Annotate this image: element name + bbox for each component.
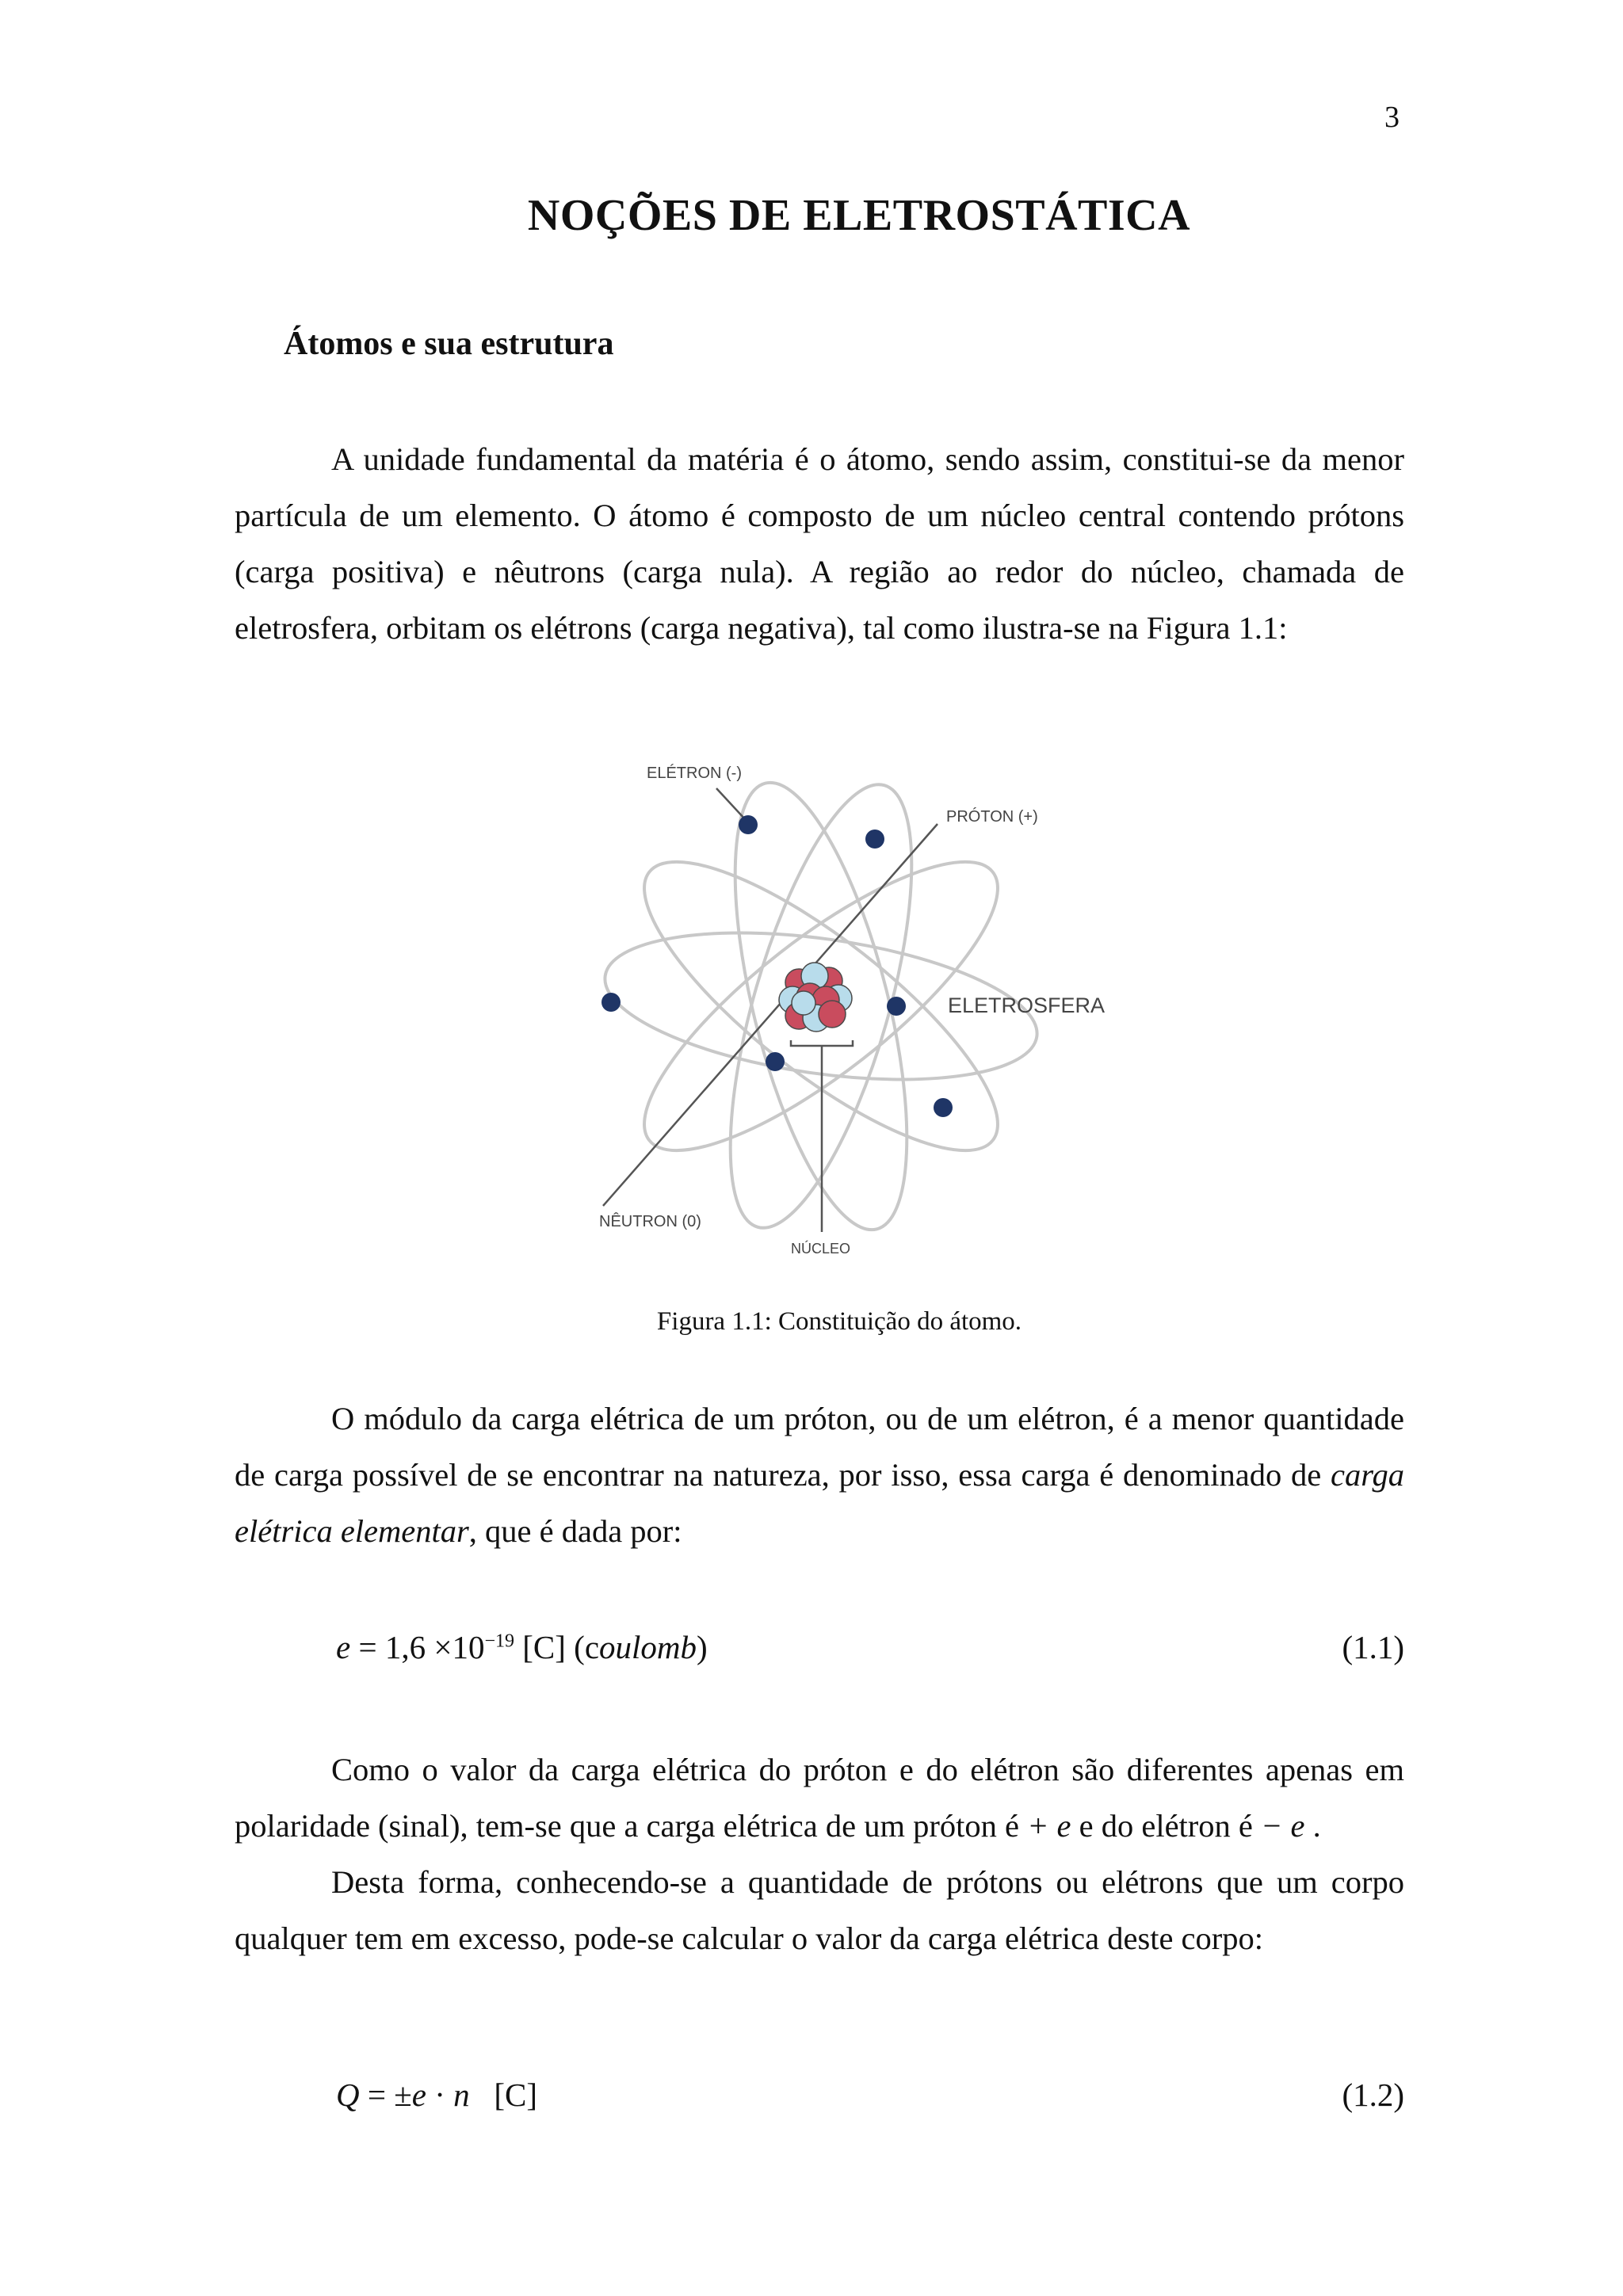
electron xyxy=(739,815,758,834)
eq2-n: n xyxy=(453,2077,470,2113)
atom-diagram xyxy=(591,745,1106,1283)
proton xyxy=(819,1001,846,1028)
eq1-exponent: −19 xyxy=(484,1630,514,1652)
paragraph-polarity xyxy=(235,1741,1404,1966)
paragraph-3-part: . xyxy=(1304,1808,1321,1844)
eq2-prefix: = ± xyxy=(359,2077,412,2113)
paragraph-3-text xyxy=(235,1741,1404,1854)
paragraph-elementary-charge xyxy=(235,1390,1404,1559)
electron xyxy=(887,997,906,1016)
nucleus-bracket xyxy=(791,1040,853,1046)
paragraph-3-part: Como o valor da carga elétrica do próton e do elétron são diferentes apenas em polaridade (sinal), tem-se que a carga elétrica de um próton é xyxy=(235,1752,1404,1844)
neutron xyxy=(792,991,815,1015)
electron xyxy=(865,830,884,849)
electron-pointer xyxy=(716,788,746,820)
equation-2-number: (1.2) xyxy=(1342,2077,1404,2113)
label-proton: PRÓTON (+) xyxy=(946,808,1038,826)
eq1-lhs: e xyxy=(336,1629,351,1665)
equation-1 xyxy=(336,1628,708,1666)
paragraph-atom-intro xyxy=(235,431,1404,656)
electron xyxy=(601,993,621,1012)
paragraph-3-part: e do elétron é xyxy=(1071,1808,1262,1844)
label-nucleus: NÚCLEO xyxy=(791,1241,851,1257)
label-neutron: NÊUTRON (0) xyxy=(599,1213,701,1230)
paragraph-4-text: Desta forma, conhecendo-se a quantidade de prótons ou elétrons que um corpo qualquer tem em excesso, pode-se calcular o valor da carga elétrica deste corpo: xyxy=(235,1864,1404,1956)
pointer-lines xyxy=(603,788,938,1232)
minus-e: − e xyxy=(1261,1808,1305,1844)
eq1-unit: [C] ( xyxy=(514,1629,585,1665)
paragraph-2-part: O módulo da carga elétrica de um próton, ou de um elétron, é a menor quantidade de carga possível de se encontrar na natureza, por isso, essa carga é denominado de xyxy=(235,1401,1404,1493)
nucleus xyxy=(779,963,852,1032)
paragraph-2-text xyxy=(235,1390,1404,1559)
paragraph-1-text: A unidade fundamental da matéria é o átomo, sendo assim, constitui-se da menor partícula de um elemento. O átomo é composto de um núcleo central contendo prótons (carga positiva) e nêutrons (carga nula). A região ao redor do núcleo, chamada de eletrosfera, orbitam os elétrons (carga negativa), tal como ilustra-se na Figura 1.1: xyxy=(235,441,1404,646)
eq1-value: = 1,6 ×10 xyxy=(350,1629,485,1665)
equation-2 xyxy=(336,2076,537,2114)
label-electron: ELÉTRON (-) xyxy=(647,765,742,782)
eq1-unit-c: c xyxy=(584,1629,600,1665)
eq1-close: ) xyxy=(697,1629,708,1665)
eq2-dot: · xyxy=(426,2077,454,2113)
eq1-unit-name: oulomb xyxy=(599,1629,697,1665)
italic-term: carga elétrica elementar xyxy=(235,1457,1404,1549)
electron xyxy=(766,1052,785,1071)
eq2-lhs: Q xyxy=(336,2077,360,2113)
section-heading: Átomos e sua estrutura xyxy=(284,326,614,362)
eq2-e: e xyxy=(411,2077,426,2113)
figure-caption: Figura 1.1: Constituição do átomo. xyxy=(656,1307,1022,1336)
electron xyxy=(934,1098,953,1117)
eq2-unit: [C] xyxy=(469,2077,537,2113)
atom-figure xyxy=(591,745,1106,1283)
paragraph-2-part: , que é dada por: xyxy=(468,1513,682,1549)
label-electrosphere: ELETROSFERA xyxy=(948,994,1106,1017)
plus-e: + e xyxy=(1027,1808,1071,1844)
page-number: 3 xyxy=(1384,101,1400,134)
page-title: NOÇÕES DE ELETROSTÁTICA xyxy=(527,191,1191,240)
equation-1-number: (1.1) xyxy=(1342,1629,1404,1665)
